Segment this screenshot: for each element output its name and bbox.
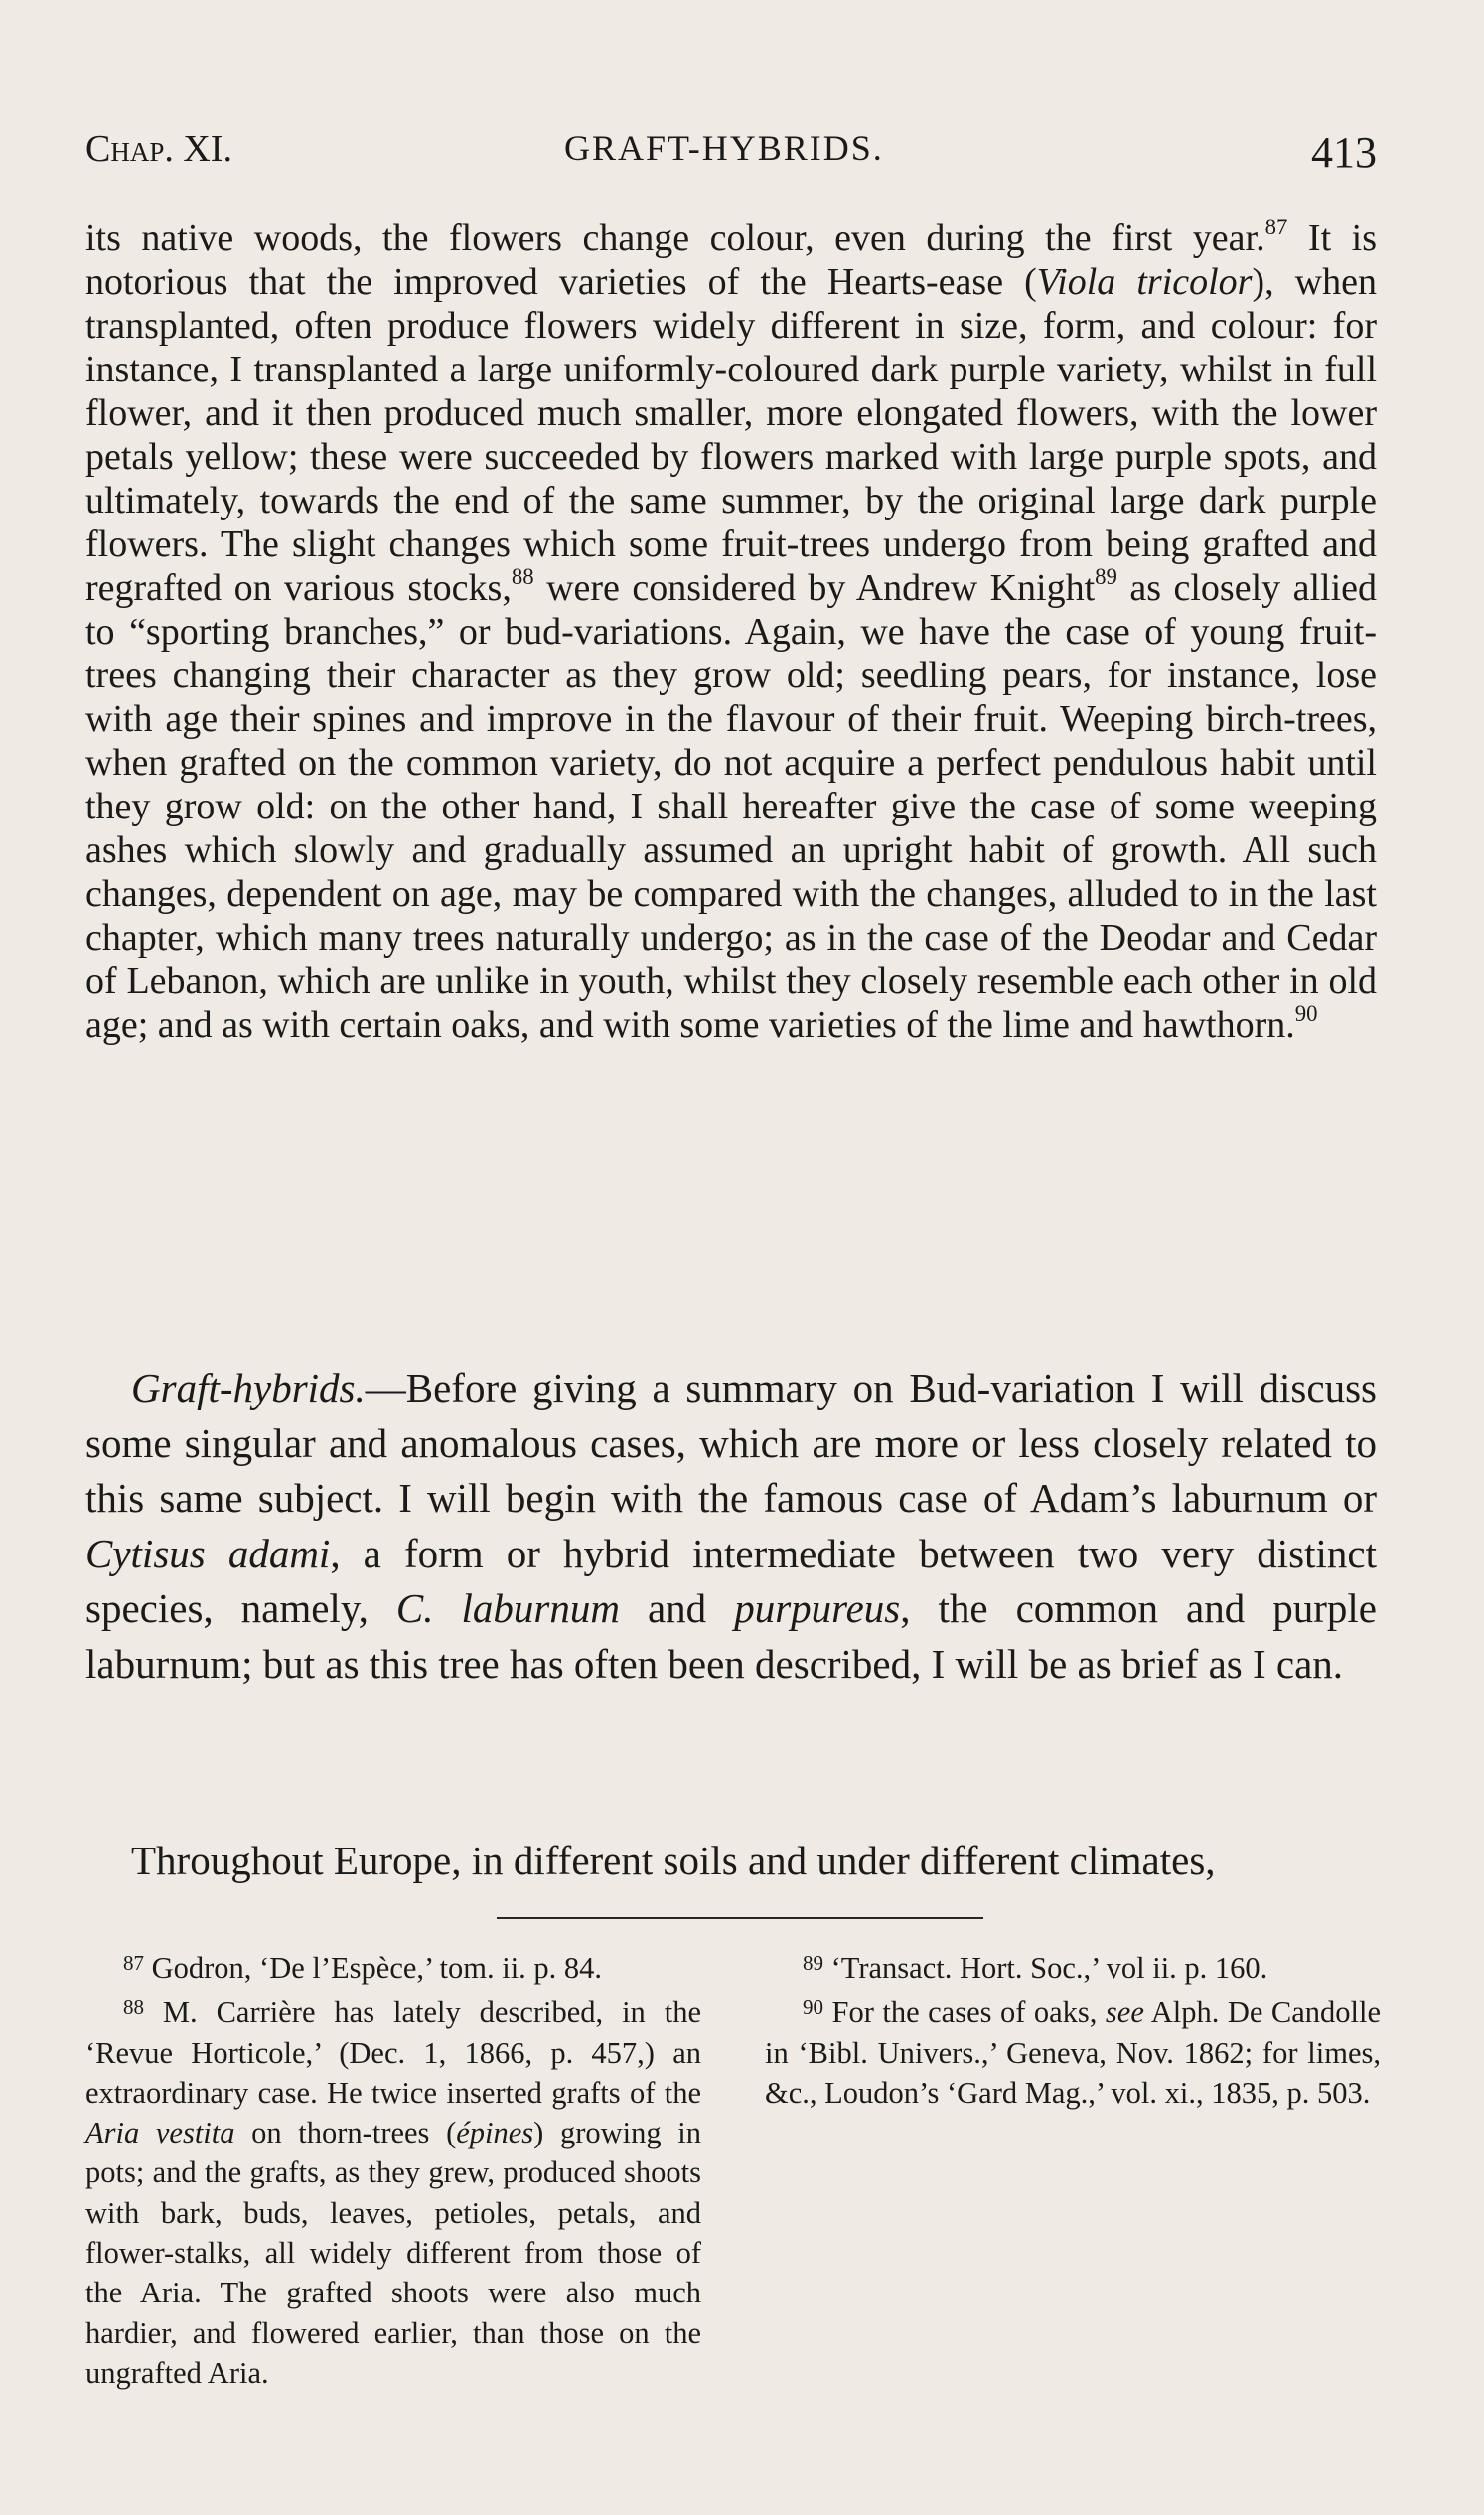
footnote-number: 90 bbox=[803, 1996, 823, 2020]
footnote-number: 87 bbox=[123, 1951, 144, 1975]
footnote-number: 89 bbox=[803, 1951, 823, 1975]
footnote-89 bbox=[765, 1943, 1381, 1988]
text-run: its native woods, the flowers change colour, even during the first year. bbox=[85, 218, 1265, 259]
text-run: It is notorious that the improved varieties of the Hearts-ease ( bbox=[85, 218, 1377, 303]
running-title: GRAFT-HYBRIDS. bbox=[564, 128, 884, 168]
running-header bbox=[85, 127, 1377, 187]
page-number: 413 bbox=[1311, 128, 1377, 177]
foreign-word: épines bbox=[456, 2116, 534, 2150]
text-run: were considered by Andrew Knight bbox=[533, 567, 1096, 609]
paragraph-age-changes bbox=[85, 217, 1377, 1047]
text-run: , a form or hybrid intermediate between two very distinct species, namely, bbox=[85, 1530, 1377, 1632]
footnote-column-right bbox=[765, 1943, 1381, 2113]
footnote-ref-89: 89 bbox=[1095, 564, 1117, 590]
text-run: , the common and purple laburnum; but as this tree has often been described, I will be as brief as I can. bbox=[85, 1585, 1377, 1687]
footnote-text: M. Carrière has lately described, in the ‘Revue Horticole,’ (Dec. 1, 1866, p. 457,) an extraordinary case. He twice inserted grafts of the bbox=[85, 1996, 701, 2110]
text-run: —Before giving a summary on Bud-variation I will discuss some singular and anomalous cases, which are more or less closely related to this same subject. I will begin with the famous case of Adam’s laburnum or bbox=[85, 1365, 1377, 1522]
footnote-90 bbox=[765, 1988, 1381, 2113]
text-run: and bbox=[619, 1585, 735, 1632]
species-name: Cytisus adami bbox=[85, 1530, 331, 1576]
footnote-text: For the cases of oaks, bbox=[823, 1996, 1106, 2030]
text-run: ), when transplanted, often produce flowers widely different in size, form, and colour: for instance, I transplanted a large uniformly-coloured dark purple variety, whilst in full flower, and it then produced much smaller, more elongated flowers, with the lower petals yellow; these were succeeded by flowers marked with large purple spots, and ultimately, towards the end of the same summer, by the original large dark purple flowers. The slight changes which some fruit-trees undergo from being grafted and regrafted on various stocks, bbox=[85, 261, 1377, 609]
footnote-text: ) growing in pots; and the grafts, as they grew, produced shoots with bark, buds, leaves, petioles, petals, and flower-stalks, all widely different from those of the Aria. The grafted shoots were also much hardier, and flowered earlier, than those on the ungrafted Aria. bbox=[85, 2116, 701, 2390]
footnote-divider bbox=[497, 1917, 983, 1919]
species-name: Aria vestita bbox=[85, 2116, 235, 2150]
footnote-text: ‘Transact. Hort. Soc.,’ vol ii. p. 160. bbox=[823, 1951, 1268, 1985]
footnote-87 bbox=[85, 1943, 701, 1988]
text-run: as closely allied to “sporting branches,” or bud-variations. Again, we have the case of young fruit-trees changing their character as they grow old; seedling pears, for instance, lose with age their spines and improve in the flavour of their fruit. Weeping birch-trees, when grafted on the common variety, do not acquire a perfect pendulous habit until they grow old: on the other hand, I shall hereafter give the case of some weeping ashes which slowly and gradually assumed an upright habit of growth. All such changes, dependent on age, may be compared with the changes, alluded to in the last chapter, which many trees naturally undergo; as in the case of the Deodar and Cedar of Lebanon, which are unlike in youth, whilst they closely resemble each other in old age; and as with certain oaks, and with some varieties of the lime and hawthorn. bbox=[85, 567, 1377, 1046]
species-name: Viola tricolor bbox=[1036, 261, 1253, 303]
footnote-text: Alph. De Candolle in ‘Bibl. Univers.,’ Geneva, Nov. 1862; for limes, &c., Loudon’s ‘Gard Mag.,’ vol. xi., 1835, p. 503. bbox=[765, 1996, 1381, 2110]
footnote-ref-87: 87 bbox=[1264, 215, 1288, 240]
footnotes bbox=[85, 1943, 1381, 2400]
paragraph-graft-hybrids bbox=[85, 1361, 1377, 1693]
paragraph-throughout-europe: Throughout Europe, in different soils and under different climates, bbox=[131, 1838, 1216, 1883]
footnote-column-left bbox=[85, 1943, 701, 2393]
species-name: purpureus bbox=[734, 1585, 901, 1632]
footnote-text: on thorn-trees ( bbox=[234, 2116, 457, 2150]
footnote-ref-88: 88 bbox=[511, 564, 534, 590]
chapter-label: Chap. XI. bbox=[85, 128, 232, 170]
footnote-number: 88 bbox=[123, 1996, 144, 2020]
footnote-ref-90: 90 bbox=[1294, 1001, 1318, 1027]
footnote-88 bbox=[85, 1988, 701, 2393]
section-heading: Graft-hybrids. bbox=[131, 1365, 366, 1410]
species-name: C. laburnum bbox=[395, 1585, 620, 1632]
emphasis: see bbox=[1105, 1996, 1144, 2030]
footnote-text: Godron, ‘De l’Espèce,’ tom. ii. p. 84. bbox=[144, 1951, 603, 1985]
